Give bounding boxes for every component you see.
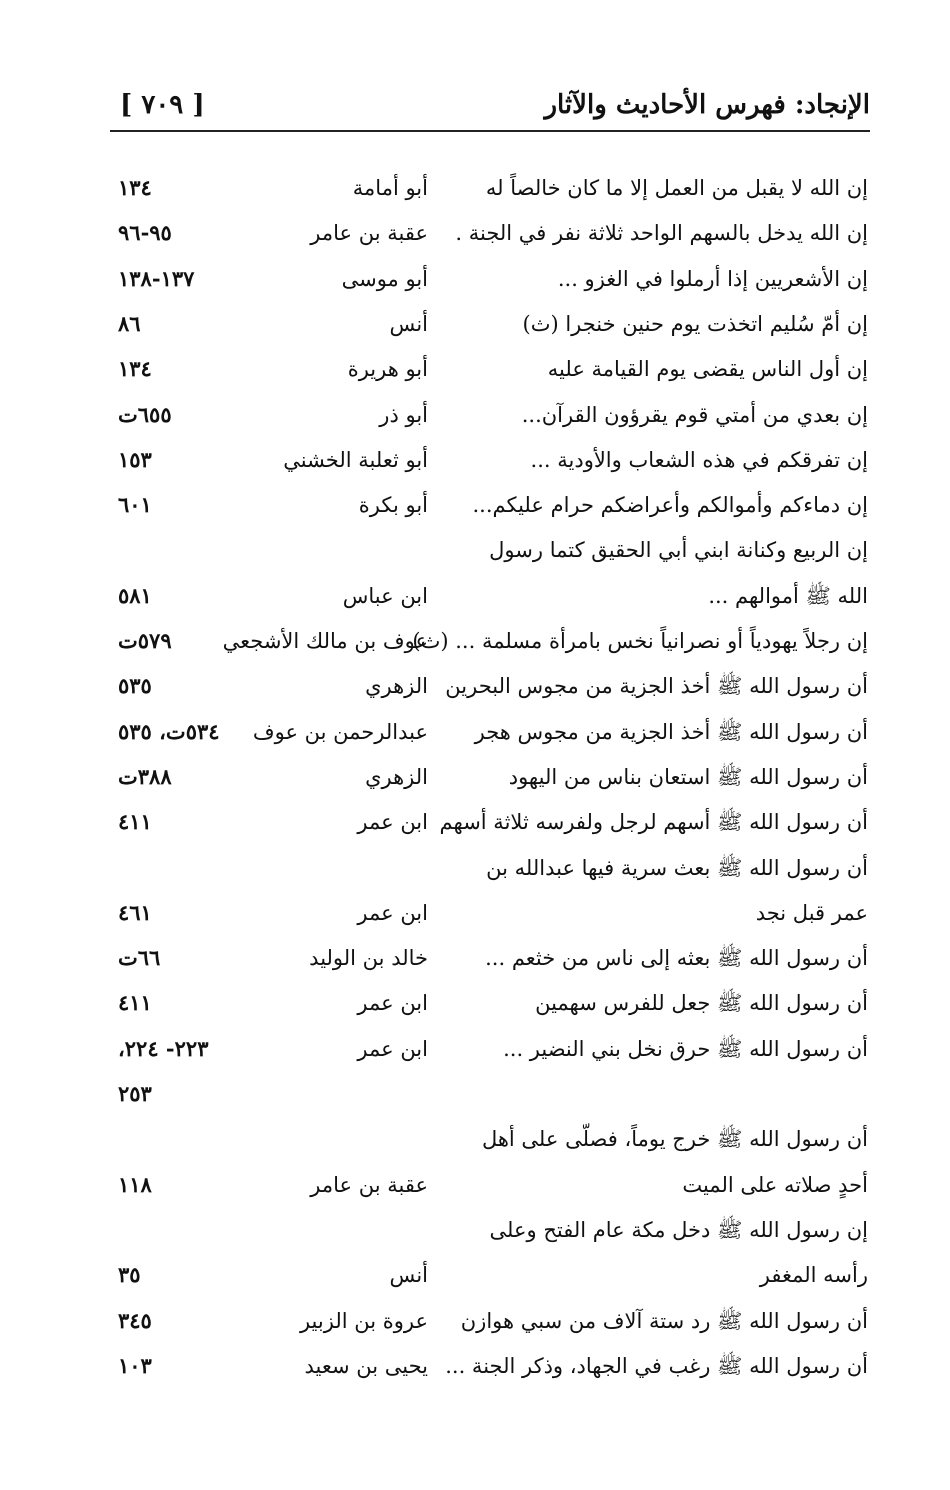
- page-reference: ٦٠١: [118, 492, 152, 518]
- hadith-text: إن دماءكم وأموالكم وأعراضكم حرام عليكم...: [472, 493, 868, 518]
- hadith-text: إن رجلاً يهودياً أو نصرانياً نخس بامرأة مسلمة ... (ث): [412, 629, 868, 653]
- narrator-name: ابن عمر: [357, 1036, 428, 1061]
- page-reference: ١١٨: [118, 1171, 152, 1197]
- index-row: [0, 395, 950, 435]
- hadith-text: أن رسول الله ﷺ خرج يوماً، فصلّى على أهل: [481, 1127, 868, 1152]
- narrator-name: عقبة بن عامر: [310, 1172, 428, 1197]
- hadith-text: عمر قبل نجد: [755, 900, 868, 925]
- narrator-name: خالد بن الوليد: [309, 946, 428, 971]
- index-row: [0, 1210, 950, 1250]
- index-row: [0, 666, 950, 706]
- index-row: [0, 712, 950, 752]
- index-row: [0, 1255, 950, 1295]
- index-row: [0, 1029, 950, 1069]
- narrator-name: ابن عمر: [357, 810, 428, 835]
- narrator-name: ابن عباس: [342, 583, 428, 608]
- page-reference: ١٠٣: [118, 1352, 152, 1378]
- running-title: الإنجاد: فهرس الأحاديث والآثار: [544, 90, 870, 120]
- hadith-text: أن رسول الله ﷺ حرق نخل بني النضير ...: [503, 1036, 868, 1061]
- hadith-text: أن رسول الله ﷺ رغب في الجهاد، وذكر الجنة ...: [445, 1353, 868, 1378]
- index-row: [0, 983, 950, 1023]
- page-reference: ٦٦ت: [118, 945, 161, 971]
- narrator-name: ابن عمر: [357, 900, 428, 925]
- index-row: [0, 893, 950, 933]
- narrator-name: عقبة بن عامر: [310, 221, 428, 246]
- index-row: [0, 938, 950, 978]
- hadith-text: أن رسول الله ﷺ بعث سرية فيها عبدالله بن: [486, 855, 868, 880]
- hadith-text: إن الربيع وكنانة ابني أبي الحقيق كتما رسول: [489, 538, 868, 563]
- narrator-name: أبو هريرة: [347, 357, 428, 382]
- hadith-text: أحدٍ صلاته على الميت: [682, 1172, 868, 1197]
- index-row: [0, 757, 950, 797]
- index-row: [0, 1165, 950, 1205]
- hadith-text: إن بعدي من أمتي قوم يقرؤون القرآن...: [521, 402, 868, 427]
- narrator-name: الزهري: [365, 674, 428, 699]
- hadith-text: الله ﷺ أموالهم ...: [708, 583, 868, 608]
- index-row: [0, 485, 950, 525]
- hadith-text: أن رسول الله ﷺ استعان بناس من اليهود: [508, 764, 868, 789]
- hadith-text: إن أول الناس يقضى يوم القيامة عليه: [547, 357, 868, 382]
- hadith-text: أن رسول الله ﷺ جعل للفرس سهمين: [535, 991, 868, 1016]
- narrator-name: أبو ذر: [379, 402, 428, 427]
- page-reference: ٦٥٥ت: [118, 401, 172, 427]
- narrator-name: يحيى بن سعيد: [304, 1353, 428, 1378]
- page-number: [ ٧٠٩ ]: [120, 90, 205, 120]
- hadith-text: أن رسول الله ﷺ بعثه إلى ناس من خثعم ...: [485, 946, 868, 971]
- hadith-text: أن رسول الله ﷺ رد ستة آلاف من سبي هوازن: [460, 1308, 868, 1333]
- narrator-name: أبو ثعلبة الخشني: [283, 447, 428, 472]
- index-row: [0, 1119, 950, 1159]
- hadith-text: إن الله يدخل بالسهم الواحد ثلاثة نفر في الجنة .: [455, 221, 868, 246]
- page-reference: ٨٦: [118, 310, 141, 336]
- narrator-name: أنس: [389, 311, 428, 336]
- hadith-text: إن الله لا يقبل من العمل إلا ما كان خالصاً له: [485, 176, 868, 200]
- page-reference: ١٣٤: [118, 356, 152, 382]
- narrator-name: عبدالرحمن بن عوف: [252, 719, 428, 744]
- index-row: [0, 259, 950, 299]
- hadith-text: إن الأشعريين إذا أرملوا في الغزو ...: [557, 266, 868, 291]
- page-reference: ٢٢٣- ٢٢٤،: [118, 1035, 209, 1061]
- page-reference: ٣٨٨ت: [118, 763, 172, 789]
- page-reference: ٥٣٥: [118, 673, 152, 699]
- narrator-name: عوف بن مالك الأشجعي: [222, 629, 428, 653]
- index-row: [0, 1301, 950, 1341]
- narrator-name: أبو موسى: [341, 266, 428, 291]
- index-row: [0, 530, 950, 570]
- index-row: [0, 802, 950, 842]
- hadith-text: أن رسول الله ﷺ أسهم لرجل ولفرسه ثلاثة أسهم: [439, 810, 868, 835]
- page-reference: ٤١١: [118, 990, 152, 1016]
- page-reference: ١٣٤: [118, 175, 152, 200]
- page-reference: ٣٤٥: [118, 1307, 152, 1333]
- index-row: [0, 1074, 950, 1114]
- hadith-text: إن تفرقكم في هذه الشعاب والأودية ...: [530, 447, 868, 472]
- page-reference: ٢٥٣: [118, 1081, 152, 1106]
- page-reference: ٥٣٤ت، ٥٣٥: [118, 718, 220, 744]
- narrator-name: أبو أمامة: [352, 176, 428, 200]
- index-row: [0, 440, 950, 480]
- page-reference: ٤٦١: [118, 899, 152, 925]
- narrator-name: الزهري: [365, 764, 428, 789]
- narrator-name: ابن عمر: [357, 991, 428, 1016]
- index-row: [0, 1346, 950, 1386]
- page-reference: ١٥٣: [118, 446, 152, 472]
- index-row: [0, 304, 950, 344]
- index-row: [0, 213, 950, 253]
- index-row: [0, 576, 950, 616]
- page-reference: ٥٨١: [118, 582, 152, 608]
- hadith-text: أن رسول الله ﷺ أخذ الجزية من مجوس البحرين: [445, 674, 868, 699]
- page-reference: ٤١١: [118, 809, 152, 835]
- index-row: [0, 168, 950, 208]
- index-row: [0, 848, 950, 888]
- page-reference: ٥٧٩ت: [118, 628, 172, 653]
- hadith-text: أن رسول الله ﷺ أخذ الجزية من مجوس هجر: [474, 719, 868, 744]
- hadith-text: إن رسول الله ﷺ دخل مكة عام الفتح وعلى: [489, 1217, 868, 1242]
- hadith-text: إن أمّ سُليم اتخذت يوم حنين خنجرا (ث): [522, 311, 868, 336]
- page-reference: ٣٥: [118, 1262, 141, 1288]
- narrator-name: أنس: [389, 1263, 428, 1288]
- page-reference: ٩٥-٩٦: [118, 220, 172, 246]
- index-row: [0, 621, 950, 661]
- narrator-name: عروة بن الزبير: [299, 1308, 428, 1333]
- page-reference: ١٣٧-١٣٨: [118, 265, 195, 291]
- narrator-name: أبو بكرة: [358, 493, 428, 518]
- hadith-text: رأسه المغفر: [759, 1263, 868, 1288]
- index-row: [0, 349, 950, 389]
